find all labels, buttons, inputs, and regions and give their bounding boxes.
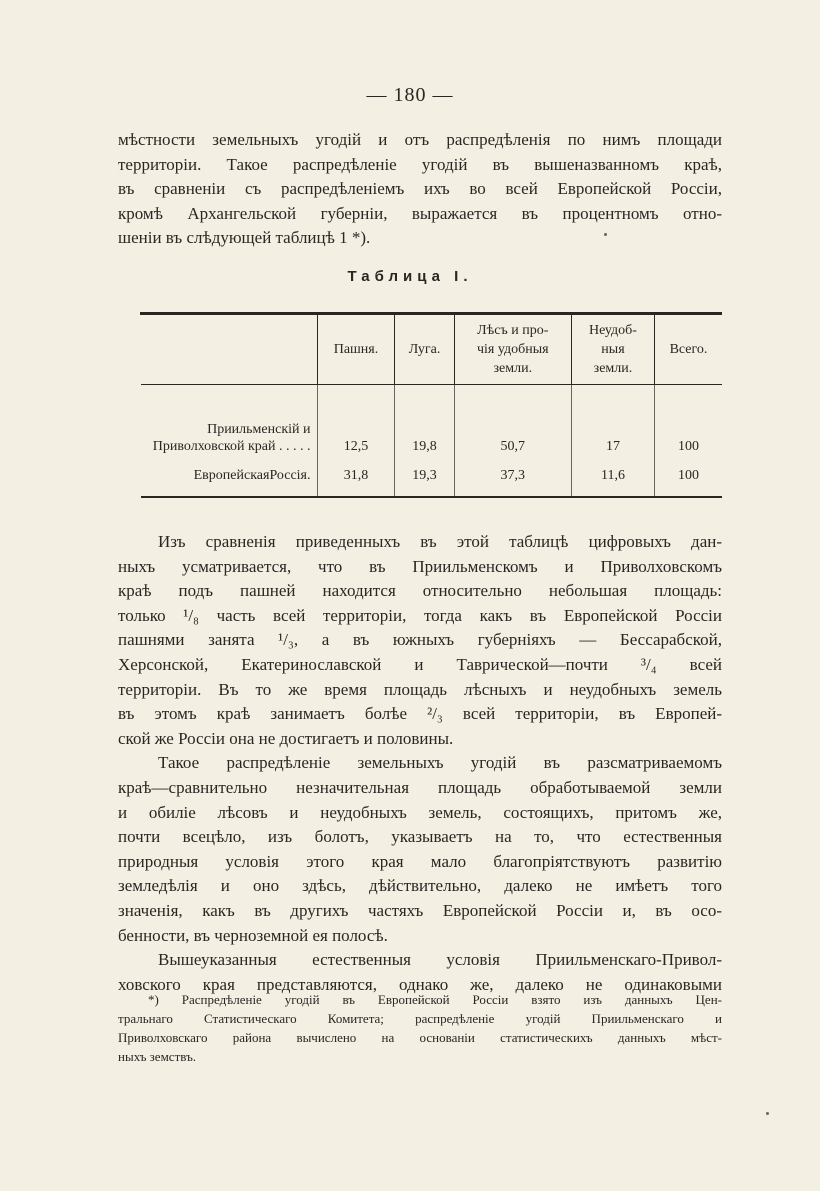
table-cell: 19,8 (395, 419, 454, 465)
text-line: ныхъ усматривается, что въ Приильменскомъ и Приволховскомъ (118, 556, 722, 576)
text-line: въ сравненіи съ распредѣленіемъ ихъ во всей Европейской Россіи, (118, 179, 722, 199)
text-line: Изъ сравненія приведенныхъ въ этой таблицѣ цифровыхъ дан- (158, 532, 722, 551)
text-line: шеніи въ слѣдующей таблицѣ 1 *). (118, 228, 371, 248)
table-cell: 100 (654, 465, 722, 497)
text-line: территоріи. Въ то же время площадь лѣсныхъ и неудобныхъ земель (118, 679, 722, 699)
text-line: краѣ подъ пашней находится относительно небольшая площадь: (118, 581, 722, 601)
column-header-forest: Лѣсъ и про- чія удобныя земли. (454, 315, 571, 385)
text-line: ховского края представляются, однако же, далеко не одинаковыми (118, 974, 722, 994)
footnote-line: ныхъ земствъ. (118, 1049, 197, 1064)
column-header-arable: Пашня. (317, 315, 395, 385)
table-cell: 100 (654, 419, 722, 465)
text-line: ской же Россіи она не достигаетъ и половины. (118, 728, 454, 748)
table-cell: 19,3 (395, 465, 454, 497)
footnote (118, 990, 722, 1066)
table-header-row (141, 315, 723, 385)
table-row (141, 465, 723, 497)
print-speck (766, 1112, 769, 1115)
body-text (118, 530, 722, 997)
row-label: ЕвропейскаяРоссія. (193, 468, 311, 483)
table-cell: 17 (571, 419, 654, 465)
table-cell: 50,7 (454, 419, 571, 465)
text-line: значенія, какъ въ другихъ частяхъ Европейской Россіи и, въ осо- (118, 900, 722, 920)
text-line: только ¹/₈ часть всей территоріи, тогда какъ въ Европейской Россіи (118, 605, 722, 625)
column-header-total: Всего. (654, 315, 722, 385)
text-line: и обиліе лѣсовъ и неудобныхъ земель, состоящихъ, притомъ же, (118, 802, 722, 822)
footnote-line: Приволховскаго района вычислено на основаніи статистическихъ данныхъ мѣст- (118, 1030, 722, 1045)
text-line: мѣстности земельныхъ угодій и отъ распредѣленія по нимъ площади (118, 130, 722, 149)
text-line: бенности, въ черноземной ея полосѣ. (118, 925, 388, 945)
footnote-line: *) Распредѣленіе угодій въ Европейской Россіи взято изъ данныхъ Цен- (148, 992, 722, 1007)
table-title: Таблица I. (347, 268, 473, 285)
table-row (141, 419, 723, 465)
text-line: территоріи. Такое распредѣленіе угодій въ вышеназванномъ краѣ, (118, 154, 722, 174)
text-line: Херсонской, Екатеринославской и Таврической—почти ³/₄ всей (118, 654, 722, 674)
text-line: краѣ—сравнительно незначительная площадь обработываемой земли (118, 777, 722, 797)
table-corner-cell (141, 315, 318, 385)
table-cell: 37,3 (454, 465, 571, 497)
page-number: — 180 — (366, 84, 454, 106)
table-cell: 11,6 (571, 465, 654, 497)
column-header-meadows: Луга. (395, 315, 454, 385)
text-line: земледѣлія и оно здѣсь, дѣйствительно, далеко не имѣетъ того (118, 876, 722, 896)
text-line: природныя условія этого края мало благопріятствуютъ развитію (118, 851, 722, 871)
print-speck (604, 233, 607, 236)
footnote-line: тральнаго Статистическаго Комитета; распредѣленіе угодій Приильменскаго и (118, 1011, 722, 1026)
text-line: Такое распредѣленіе земельныхъ угодій въ разсматриваемомъ (158, 753, 722, 773)
text-line: Вышеуказанныя естественныя условія Приильменскаго-Привол- (158, 950, 722, 970)
text-line: почти всецѣло, изъ болотъ, указываетъ на то, что естественныя (118, 827, 722, 847)
table-cell: 31,8 (317, 465, 395, 497)
intro-paragraph (118, 128, 722, 251)
text-line: кромѣ Архангельской губерніи, выражается въ процентномъ отно- (118, 203, 722, 223)
table-cell: 12,5 (317, 419, 395, 465)
row-label: Приильменскій и Приволховской край . . . . . (152, 422, 311, 454)
column-header-unusable: Неудоб- ныя земли. (571, 315, 654, 385)
land-use-table (140, 312, 722, 498)
text-line: пашнями занята ¹/₃, а въ южныхъ губерніяхъ — Бессарабской, (118, 630, 722, 650)
text-line: въ этомъ краѣ занимаетъ болѣе ²/₃ всей территоріи, въ Европей- (118, 704, 722, 724)
